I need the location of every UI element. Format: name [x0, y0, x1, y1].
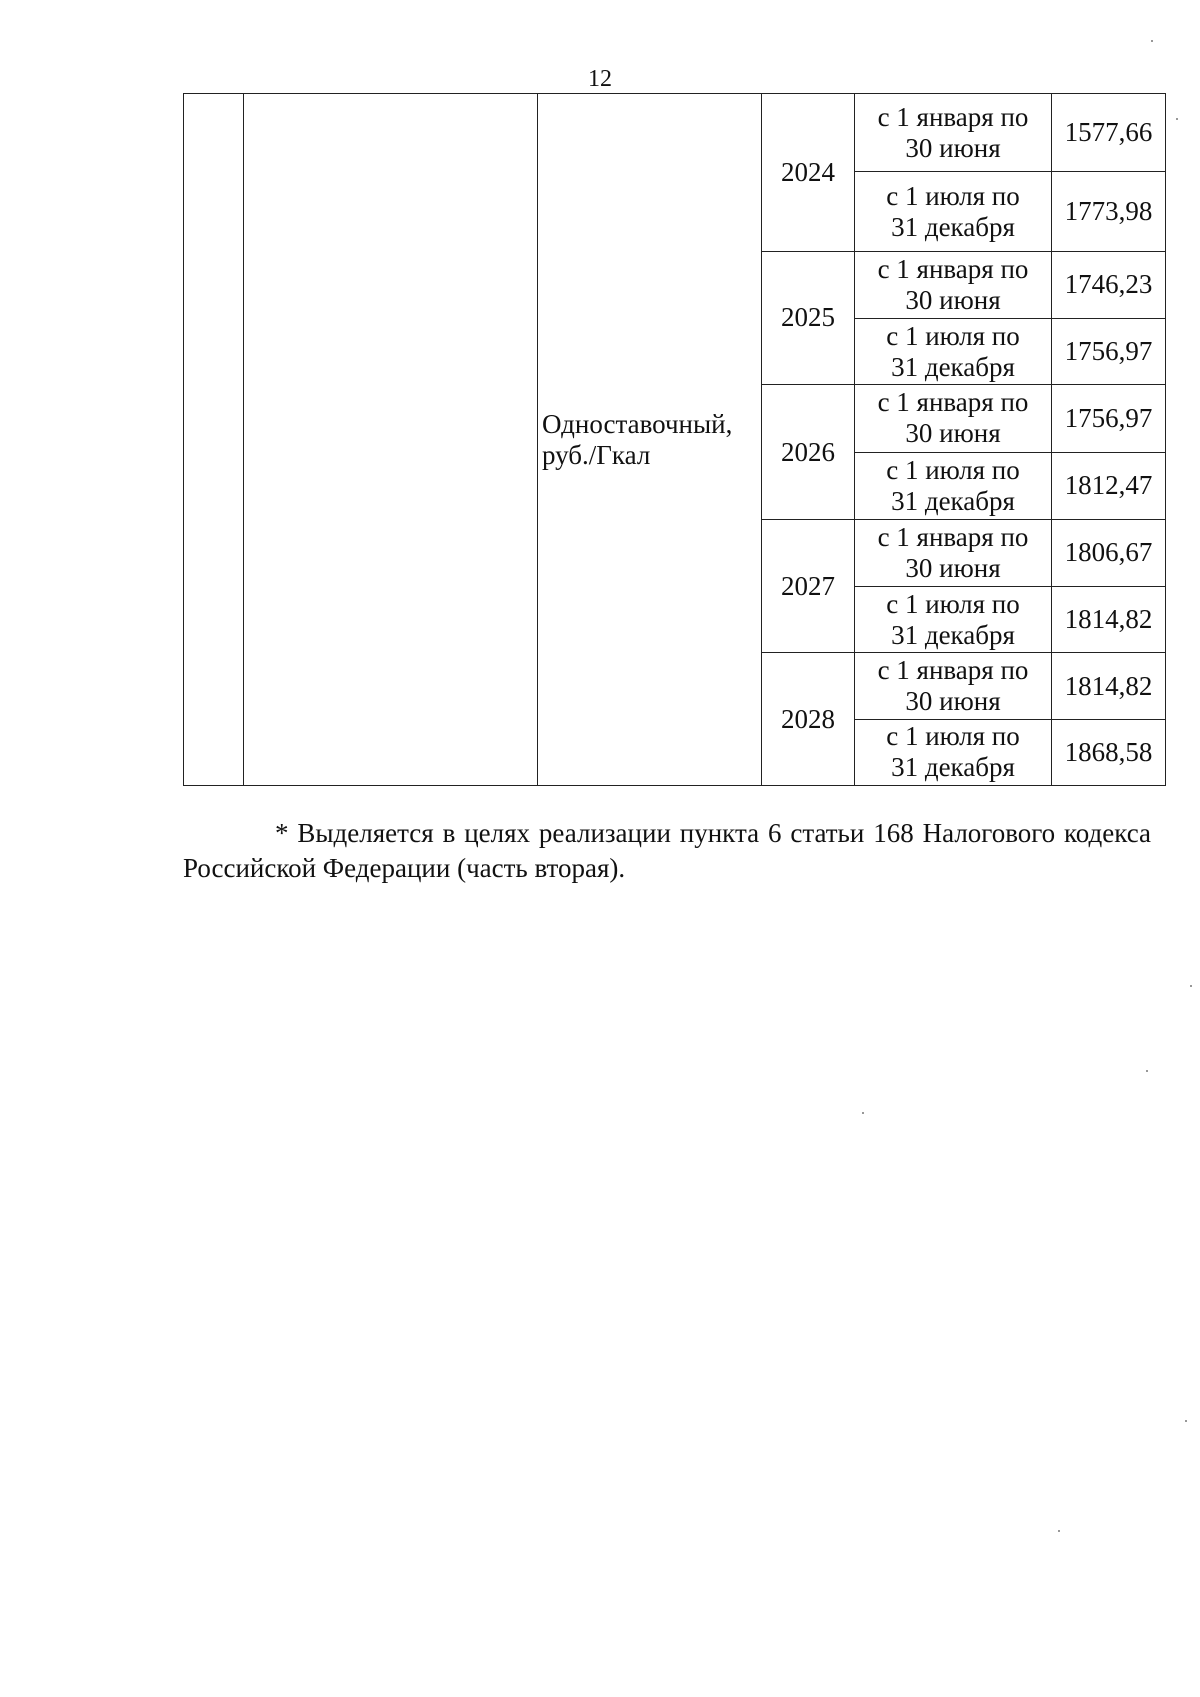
tariff-unit-label: руб./Гкал [542, 439, 651, 470]
tariff-value: 1577,66 [1052, 94, 1166, 172]
scan-speck [1058, 1530, 1060, 1532]
tariff-kind-label: Одноставочный, [542, 408, 733, 439]
tariff-value: 1806,67 [1052, 519, 1166, 586]
scan-speck [1190, 985, 1192, 987]
tariff-value: 1812,47 [1052, 452, 1166, 519]
year-cell: 2026 [762, 385, 855, 520]
period-cell: с 1 июля по 31 декабря [855, 452, 1052, 519]
row-number-cell [184, 94, 244, 786]
scan-speck [1185, 1420, 1187, 1422]
year-cell: 2028 [762, 653, 855, 786]
period-cell: с 1 января по 30 июня [855, 94, 1052, 172]
period-cell: с 1 января по 30 июня [855, 251, 1052, 318]
tariff-kind-cell [538, 94, 762, 786]
tariff-value: 1814,82 [1052, 587, 1166, 653]
year-cell: 2024 [762, 94, 855, 252]
period-cell: с 1 июля по 31 декабря [855, 587, 1052, 653]
page-number: 12 [588, 66, 612, 92]
period-cell: с 1 июля по 31 декабря [855, 318, 1052, 384]
tariff-value: 1773,98 [1052, 172, 1166, 251]
scan-speck [862, 1112, 864, 1114]
tariff-value: 1756,97 [1052, 318, 1166, 384]
year-cell: 2025 [762, 251, 855, 385]
period-cell: с 1 июля по 31 декабря [855, 719, 1052, 785]
footnote: * Выделяется в целях реализации пункта 6 статьи 168 Налогового кодекса Российской Федерации (часть вторая). [183, 818, 1151, 883]
scan-speck [1176, 118, 1178, 120]
year-cell: 2027 [762, 519, 855, 653]
tariff-value: 1746,23 [1052, 251, 1166, 318]
tariff-value: 1756,97 [1052, 385, 1166, 452]
table-row [184, 94, 1166, 172]
period-cell: с 1 января по 30 июня [855, 519, 1052, 586]
period-cell: с 1 января по 30 июня [855, 653, 1052, 719]
period-cell: с 1 июля по 31 декабря [855, 172, 1052, 251]
scan-speck [1146, 1070, 1148, 1072]
period-cell: с 1 января по 30 июня [855, 385, 1052, 452]
tariff-value: 1868,58 [1052, 719, 1166, 785]
tariff-value: 1814,82 [1052, 653, 1166, 719]
scan-speck [1151, 40, 1153, 42]
tariff-table [183, 93, 1166, 786]
organization-name-cell [244, 94, 538, 786]
